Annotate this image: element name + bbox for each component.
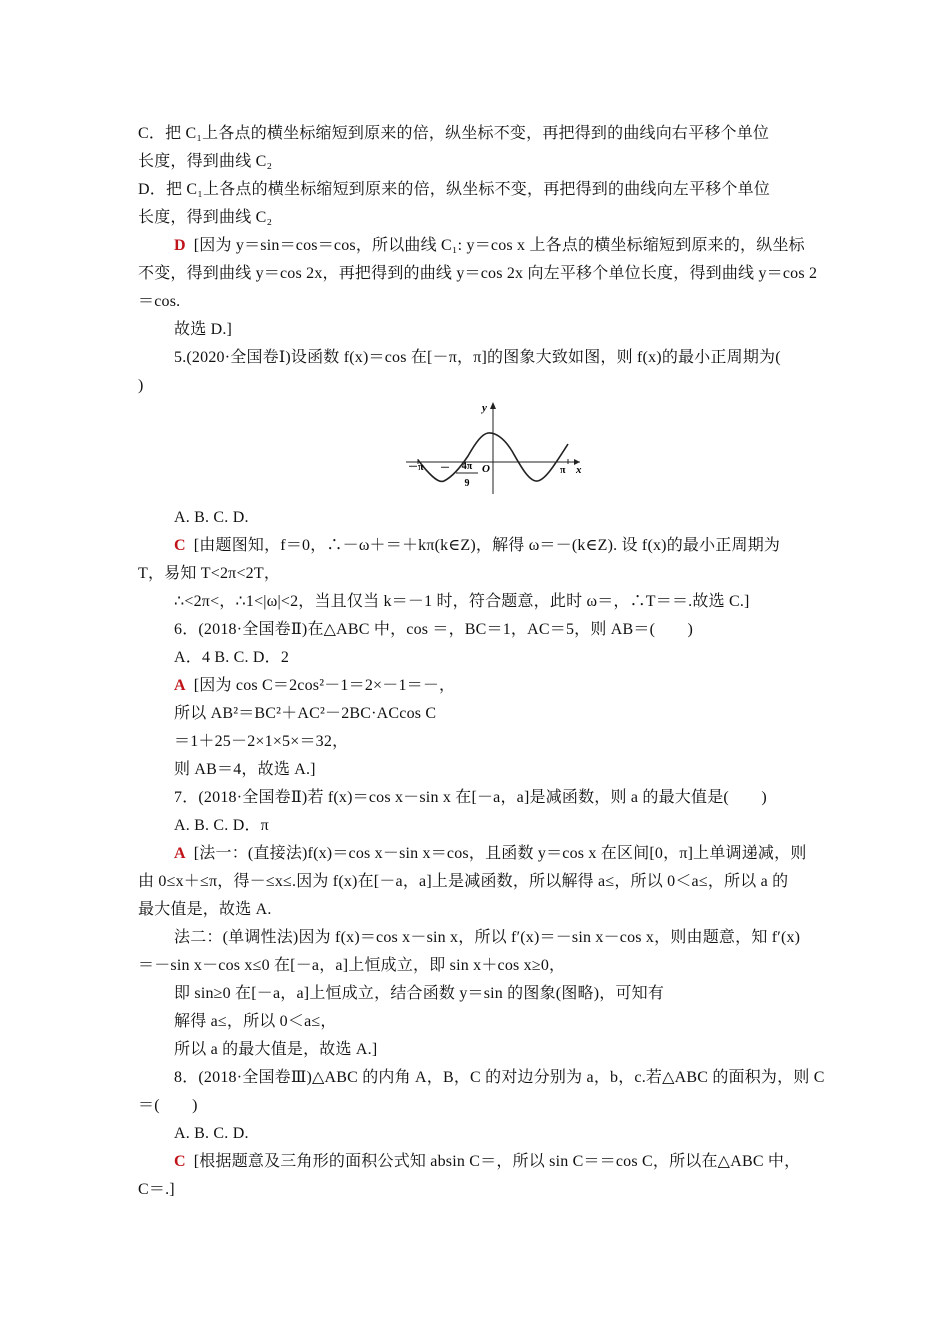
answer-4-line2: 不变，得到曲线 y＝cos 2x，再把得到的曲线 y＝cos 2x 向左平移个单位长度，得到曲线 y＝cos 2 — [138, 265, 818, 282]
answer-text: [因为 cos C＝2cos²－1＝2×－1＝－， — [193, 677, 456, 694]
answer-letter: C — [174, 1153, 186, 1170]
neg-pi-label: －π — [408, 462, 424, 473]
answer-4-line1 — [174, 236, 818, 256]
question-7-line: 7．(2018·全国卷Ⅱ)若 f(x)＝cos x－sin x 在[－a，a]是减函数，则 a 的最大值是( ) — [174, 789, 767, 806]
answer-letter: A — [174, 845, 186, 862]
answer-5-line1 — [174, 536, 818, 556]
answer-8-line2: C＝.] — [138, 1181, 175, 1198]
answer-5-line2: T，易知 T<2π<2T， — [138, 565, 281, 582]
answer-text: [法一：(直接法)f(x)＝cos x－sin x＝cos，且函数 y＝cos x 在区间[0，π]上单调递减，则 — [193, 845, 807, 862]
question-8-options: A. B. C. D. — [174, 1125, 249, 1142]
answer-text: [由题图知，f＝0，∴－ω＋＝＋kπ(k∈Z)，解得 ω＝－(k∈Z). 设 f(x)的最小正周期为 — [193, 537, 781, 554]
answer-5-line3: ∴<2π<，∴1<|ω|<2，当且仅当 k＝－1 时，符合题意，此时 ω＝，∴T＝＝.故选 C.] — [174, 593, 750, 610]
answer-6-line4: 则 AB＝4，故选 A.] — [174, 761, 316, 778]
question-5-line2: ) — [138, 377, 144, 394]
question-6-options: A．4 B. C. D．2 — [174, 649, 290, 666]
question-7-options: A. B. C. D．π — [174, 817, 269, 834]
answer-6-line2: 所以 AB²＝BC²＋AC²－2BC·ACcos C — [174, 705, 437, 722]
answer-4-conclusion: 故选 D.] — [174, 321, 233, 338]
answer-4-line3: ＝cos. — [138, 293, 181, 310]
question-5-options: A. B. C. D. — [174, 509, 249, 526]
question-5-line1: 5.(2020·全国卷Ⅰ)设函数 f(x)＝cos 在[－π，π]的图象大致如图，则 f(x)的最小正周期为( — [174, 349, 781, 366]
question-8-line1: 8．(2018·全国卷Ⅲ)△ABC 的内角 A，B，C 的对边分别为 a，b，c.若△ABC 的面积为，则 C — [174, 1069, 825, 1086]
option-c-line2: 长度，得到曲线 C₂ — [138, 153, 273, 170]
answer-7-line1 — [174, 844, 818, 864]
answer-text: [根据题意及三角形的面积公式知 absin C＝，所以 sin C＝＝cos C，所以在△ABC 中， — [193, 1153, 801, 1170]
cosine-graph — [400, 398, 590, 496]
marker-sign: － — [440, 463, 450, 474]
answer-letter: A — [174, 677, 186, 694]
answer-7-method2-line1: 法二：(单调性法)因为 f(x)＝cos x－sin x，所以 f′(x)＝－sin x－cos x，则由题意，知 f′(x) — [174, 929, 801, 946]
y-axis-arrow-icon — [490, 402, 496, 409]
y-axis-label: y — [482, 402, 487, 414]
answer-6-line1 — [174, 676, 818, 696]
question-8-line2: ＝( ) — [138, 1097, 198, 1114]
marker-denominator: 9 — [464, 478, 470, 489]
answer-7-line2: 由 0≤x＋≤π，得－≤x≤.因为 f(x)在[－a，a]上是减函数，所以解得 a≤，所以 0＜a≤，所以 a 的 — [138, 873, 789, 890]
answer-letter: D — [174, 237, 186, 254]
answer-7-method2-line3: 即 sin≥0 在[－a，a]上恒成立，结合函数 y＝sin 的图象(图略)，可知有 — [174, 985, 665, 1002]
answer-8-line1 — [174, 1152, 818, 1172]
marker-numerator: 4π — [461, 461, 473, 472]
answer-text: [因为 y＝sin＝cos＝cos，所以曲线 C₁: y＝cos x 上各点的横坐标缩短到原来的，纵坐标 — [193, 237, 805, 254]
question-6-line: 6．(2018·全国卷Ⅱ)在△ABC 中，cos ＝，BC＝1，AC＝5，则 AB＝( ) — [174, 621, 694, 638]
x-axis-label: x — [576, 464, 582, 476]
answer-6-line3: ＝1＋25－2×1×5×＝32， — [174, 733, 349, 750]
answer-7-method2-line4: 解得 a≤，所以 0＜a≤， — [174, 1013, 337, 1030]
answer-letter: C — [174, 537, 186, 554]
origin-label: O — [482, 463, 490, 475]
pi-label: π — [560, 465, 566, 476]
answer-7-method2-line2: ＝－sin x－cos x≤0 在[－a，a]上恒成立，即 sin x＋cos x≥0， — [138, 957, 566, 974]
answer-7-method2-line5: 所以 a 的最大值是，故选 A.] — [174, 1041, 378, 1058]
option-d-line1: D．把 C₁上各点的横坐标缩短到原来的倍，纵坐标不变，再把得到的曲线向左平移个单位 — [138, 181, 771, 198]
option-c-line1: C．把 C₁上各点的横坐标缩短到原来的倍，纵坐标不变，再把得到的曲线向右平移个单位 — [138, 125, 770, 142]
option-d-line2: 长度，得到曲线 C₂ — [138, 209, 273, 226]
answer-7-line3: 最大值是，故选 A. — [138, 901, 272, 918]
